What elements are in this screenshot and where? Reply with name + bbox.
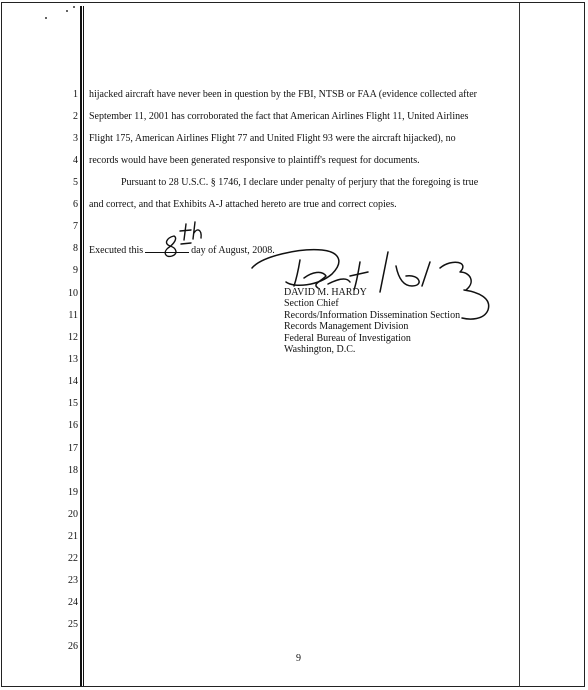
body-line-4: records would have been generated responsive to plaintiff's request for documents. xyxy=(89,155,420,166)
line-number: 20 xyxy=(68,509,78,520)
line-number: 8 xyxy=(73,243,78,254)
line-number: 25 xyxy=(68,619,78,630)
line-number: 17 xyxy=(68,443,78,454)
line-number: 5 xyxy=(73,177,78,188)
line-number: 24 xyxy=(68,597,78,608)
line-number: 15 xyxy=(68,398,78,409)
signer-agency: Federal Bureau of Investigation xyxy=(284,332,411,344)
line-number: 2 xyxy=(73,111,78,122)
executed-suffix: day of August, 2008. xyxy=(191,245,275,256)
line-number: 13 xyxy=(68,354,78,365)
line-number: 26 xyxy=(68,641,78,652)
handwritten-day-8th xyxy=(165,222,201,256)
line-number: 18 xyxy=(68,465,78,476)
line-number: 11 xyxy=(68,310,78,321)
line-number: 4 xyxy=(73,155,78,166)
line-number: 12 xyxy=(68,332,78,343)
body-line-5: Pursuant to 28 U.S.C. § 1746, I declare under penalty of perjury that the foregoing is true xyxy=(121,177,479,188)
line-number: 6 xyxy=(73,199,78,210)
line-number: 23 xyxy=(68,575,78,586)
signer-location: Washington, D.C. xyxy=(284,344,356,356)
line-number: 10 xyxy=(68,288,78,299)
line-number: 7 xyxy=(73,221,78,232)
executed-prefix: Executed this xyxy=(89,245,144,256)
line-number: 9 xyxy=(73,265,78,276)
line-number: 19 xyxy=(68,487,78,498)
signer-title: Section Chief xyxy=(284,298,339,310)
line-number: 16 xyxy=(68,420,78,431)
line-number: 1 xyxy=(73,89,78,100)
signer-division: Records Management Division xyxy=(284,321,409,333)
body-line-6: and correct, and that Exhibits A-J attached hereto are true and correct copies. xyxy=(89,199,397,210)
signer-section: Records/Information Dissemination Section xyxy=(284,309,461,321)
line-number: 14 xyxy=(68,376,78,387)
line-number: 21 xyxy=(68,531,78,542)
signer-name: DAVID M. HARDY xyxy=(284,287,367,298)
body-line-3: Flight 175, American Airlines Flight 77 and United Flight 93 were the aircraft hijacked), no xyxy=(89,133,456,144)
body-line-1: hijacked aircraft have never been in question by the FBI, NTSB or FAA (evidence collected after xyxy=(89,89,478,100)
page-number: 9 xyxy=(296,653,301,664)
body-line-2: September 11, 2001 has corroborated the fact that American Airlines Flight 11, United Airlines xyxy=(89,111,469,122)
line-number: 22 xyxy=(68,553,78,564)
signature-block xyxy=(284,287,460,355)
line-number: 3 xyxy=(73,133,78,144)
